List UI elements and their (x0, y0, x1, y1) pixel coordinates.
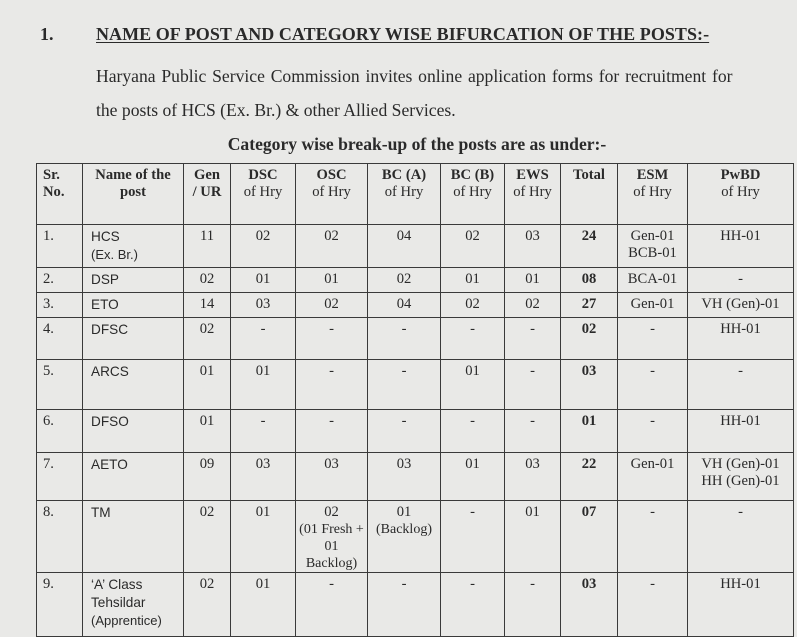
cell-sr-no: 9. (37, 573, 83, 637)
cell-ews: - (505, 318, 561, 360)
cell-sr-no: 1. (37, 225, 83, 268)
cell-esm: - (618, 410, 688, 453)
cell-ews: - (505, 573, 561, 637)
intro-paragraph-line-1: Haryana Public Service Commission invites online application forms for recruitment for (96, 66, 733, 86)
cell-bc-b: 02 (441, 225, 505, 268)
cell-dsc: 03 (231, 453, 296, 501)
table-row (37, 453, 794, 501)
osc-backlog-note: (01 Fresh + 01 Backlog) (299, 522, 364, 571)
cell-bc-b: - (441, 318, 505, 360)
cell-dsc: 01 (231, 360, 296, 410)
cell-ews: - (505, 410, 561, 453)
table-header-row (37, 164, 794, 225)
cell-esm: Gen-01 (618, 453, 688, 501)
cell-pwbd: HH-01 (688, 410, 794, 453)
cell-pwbd: - (688, 360, 794, 410)
cell-gen: 02 (184, 318, 231, 360)
table-row (37, 501, 794, 573)
cell-dsc: 01 (231, 573, 296, 637)
cell-total: 02 (561, 318, 618, 360)
cell-bc-a: 01 (Backlog) (368, 501, 441, 573)
table-row (37, 268, 794, 293)
cell-gen: 11 (184, 225, 231, 268)
cell-post-name: ETO (83, 293, 184, 318)
cell-bc-b: - (441, 501, 505, 573)
cell-pwbd: HH-01 (688, 573, 794, 637)
cell-bc-b: 02 (441, 293, 505, 318)
cell-ews: 01 (505, 501, 561, 573)
table-row (37, 293, 794, 318)
cell-ews: 03 (505, 453, 561, 501)
cell-dsc: 01 (231, 501, 296, 573)
cell-gen: 14 (184, 293, 231, 318)
cell-osc: 02 (296, 225, 368, 268)
cell-osc: - (296, 360, 368, 410)
table-row (37, 225, 794, 268)
cell-gen: 02 (184, 268, 231, 293)
cell-ews: 03 (505, 225, 561, 268)
cell-post-name: ARCS (83, 360, 184, 410)
table-row (37, 360, 794, 410)
header-gen-ur: Gen / UR (184, 164, 231, 225)
cell-esm: Gen-01 BCB-01 (618, 225, 688, 268)
cell-total: 24 (561, 225, 618, 268)
cell-bc-b: - (441, 410, 505, 453)
cell-total: 03 (561, 573, 618, 637)
cell-bc-a: 03 (368, 453, 441, 501)
cell-sr-no: 5. (37, 360, 83, 410)
cell-post-name: AETO (83, 453, 184, 501)
cell-osc: 03 (296, 453, 368, 501)
cell-sr-no: 8. (37, 501, 83, 573)
cell-bc-a: 04 (368, 225, 441, 268)
cell-dsc: 03 (231, 293, 296, 318)
header-bc-b: BC (B) of Hry (441, 164, 505, 225)
section-number: 1. (40, 24, 54, 44)
cell-bc-a: - (368, 360, 441, 410)
cell-gen: 01 (184, 410, 231, 453)
header-esm: ESM of Hry (618, 164, 688, 225)
cell-total: 03 (561, 360, 618, 410)
header-sr-no: Sr. No. (37, 164, 83, 225)
cell-osc: - (296, 573, 368, 637)
cell-dsc: - (231, 410, 296, 453)
cell-post-name: TM (83, 501, 184, 573)
header-post-name: Name of the post (83, 164, 184, 225)
cell-esm: Gen-01 (618, 293, 688, 318)
cell-total: 22 (561, 453, 618, 501)
cell-total: 27 (561, 293, 618, 318)
header-dsc: DSC of Hry (231, 164, 296, 225)
cell-pwbd: - (688, 501, 794, 573)
cell-bc-a: - (368, 318, 441, 360)
cell-bc-b: 01 (441, 268, 505, 293)
cell-pwbd: - (688, 268, 794, 293)
cell-bc-b: 01 (441, 453, 505, 501)
cell-post-name: DFSC (83, 318, 184, 360)
cell-ews: 01 (505, 268, 561, 293)
table-row (37, 573, 794, 637)
cell-bc-a: 02 (368, 268, 441, 293)
intro-paragraph-line-2: the posts of HCS (Ex. Br.) & other Allied Services. (96, 100, 456, 120)
cell-total: 08 (561, 268, 618, 293)
header-osc: OSC of Hry (296, 164, 368, 225)
cell-sr-no: 4. (37, 318, 83, 360)
table-row (37, 410, 794, 453)
cell-bc-a: - (368, 573, 441, 637)
cell-bc-a: 04 (368, 293, 441, 318)
bca-backlog-note: (Backlog) (376, 522, 432, 537)
cell-osc: - (296, 410, 368, 453)
cell-dsc: 02 (231, 225, 296, 268)
cell-esm: - (618, 501, 688, 573)
cell-gen: 02 (184, 573, 231, 637)
cell-post-name: ‘A’ Class Tehsildar (Apprentice) (83, 573, 184, 637)
cell-osc: - (296, 318, 368, 360)
table-row (37, 318, 794, 360)
cell-pwbd: HH-01 (688, 225, 794, 268)
header-bc-a: BC (A) of Hry (368, 164, 441, 225)
cell-post-name: DFSO (83, 410, 184, 453)
cell-pwbd: HH-01 (688, 318, 794, 360)
cell-post-name: DSP (83, 268, 184, 293)
cell-gen: 01 (184, 360, 231, 410)
cell-total: 01 (561, 410, 618, 453)
cell-esm: - (618, 573, 688, 637)
cell-bc-b: - (441, 573, 505, 637)
posts-breakup-table (36, 163, 794, 637)
cell-esm: - (618, 360, 688, 410)
cell-pwbd: VH (Gen)-01 HH (Gen)-01 (688, 453, 794, 501)
cell-osc: 02 (01 Fresh + 01 Backlog) (296, 501, 368, 573)
cell-gen: 02 (184, 501, 231, 573)
cell-dsc: - (231, 318, 296, 360)
section-title: NAME OF POST AND CATEGORY WISE BIFURCATION OF THE POSTS:- (96, 24, 710, 44)
cell-sr-no: 3. (37, 293, 83, 318)
table-caption: Category wise break-up of the posts are as under:- (227, 134, 607, 154)
header-pwbd: PwBD of Hry (688, 164, 794, 225)
cell-gen: 09 (184, 453, 231, 501)
cell-osc: 01 (296, 268, 368, 293)
cell-dsc: 01 (231, 268, 296, 293)
cell-ews: 02 (505, 293, 561, 318)
cell-bc-a: - (368, 410, 441, 453)
cell-bc-b: 01 (441, 360, 505, 410)
cell-esm: BCA-01 (618, 268, 688, 293)
cell-sr-no: 2. (37, 268, 83, 293)
cell-osc: 02 (296, 293, 368, 318)
cell-pwbd: VH (Gen)-01 (688, 293, 794, 318)
cell-post-name: HCS (Ex. Br.) (83, 225, 184, 268)
cell-sr-no: 6. (37, 410, 83, 453)
cell-ews: - (505, 360, 561, 410)
header-total: Total (561, 164, 618, 225)
header-ews: EWS of Hry (505, 164, 561, 225)
cell-total: 07 (561, 501, 618, 573)
cell-esm: - (618, 318, 688, 360)
cell-sr-no: 7. (37, 453, 83, 501)
